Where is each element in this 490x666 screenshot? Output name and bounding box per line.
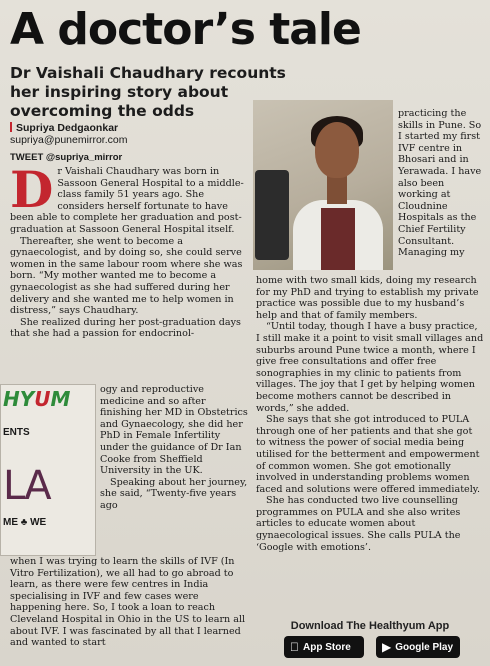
paragraph: She realized during her post-graduation days that she had a passion for endocrinol- [10,316,241,340]
face-shape [315,122,359,178]
paragraph: r Vaishali Chaudhary was born in Sassoon General Hospital to a middle-class family 51 years ago. She considers herself fortunate to have been able to complete her graduation and post-graduation at Sassoon General Hospital itself. [10,166,244,235]
paragraph: home with two small kids, doing my research for my PhD and trying to establish my private practice was possible due to my husband’s help and that of family members. [256,275,479,321]
shirt-shape [321,208,355,270]
paragraph: Speaking about her journey, she said, “Twenty-five years ago [100,476,248,511]
article-column-1-bottom [10,556,250,649]
play-icon: ▶ [382,640,392,654]
paragraph: Thereafter, she went to become a gynaecologist, and by doing so, she could serve women in the same labour room where she was born. “My mother wanted me to become a gynaecologist as she had suffered during her delivery and she wanted me to help women in distress,” says Chaudhary. [10,235,243,317]
article-column-right-top [398,108,486,259]
advertisement [0,384,96,556]
microscope-shape [255,170,289,260]
paragraph: when I was trying to learn the skills of IVF (In Vitro Fertilization), we all had to go abroad to learn, as there were few centres in India specialising in IVF and few cases were happening here. So, I took a loan to reach Cleveland Hospital in Ohio in the US to learn all about IVF. I was fascinated by all that I learned and wanted to start [10,556,246,649]
app-store-label: App Store [294,641,342,653]
ad-pula-logo: LA [3,463,50,509]
paragraph: She says that she got introduced to PULA through one of her patients and that she got to witness the power of social media being utilised for the betterment and empowerment of common women. She got emotionally involved in understanding problems women faced and solutions were offered immediately. [256,414,480,495]
paragraph: practicing the skills in Pune. So I started my first IVF centre in Bhosari and in Yerawada. I have also been working at Cloudnine Hospitals as the Chief Fertility Consultant. Managing my [398,108,482,259]
healthyum-logo: HYUM [3,387,71,411]
byline [10,122,250,146]
article-column-1-continued [100,384,250,512]
author-name: Supriya Dedgaonkar [16,122,119,134]
app-store-badge[interactable] [284,636,364,658]
app-download-banner [256,620,484,664]
subheadline: Dr Vaishali Chaudhary recounts her inspiring story about overcoming the odds [10,64,286,120]
app-download-title: Download The Healthyum App [290,620,450,632]
article-column-2 [256,275,484,553]
portrait-photo [253,100,393,270]
google-play-badge[interactable] [376,636,460,658]
paragraph: ogy and reproductive medicine and so after finishing her MD in Obstetrics and Gynaecology, she did her PhD in Female Infertility under the guidance of Dr Ian Cooke from Sheffield University in the UK. [100,384,248,477]
author-twitter: TWEET @supriya_mirror [10,152,123,163]
paragraph: She has conducted two live counselling programmes on PULA and she also writes articles to educate women about gynaecological issues. She calls PULA the ‘Google with emotions’. [256,495,461,553]
drop-cap: D [10,160,54,219]
ad-tagline: ME ♣ WE [3,517,47,528]
headline: A doctor’s tale [10,4,361,55]
apple-icon [290,640,299,654]
paragraph: “Until today, though I have a busy practice, I still make it a point to visit small villages and suburbs around Pune twice a month, where I give free consultations and offer free sonographies in my clinic to patients from villages. The joy that I get by helping women become mothers cannot be described in words,” she added. [256,321,484,414]
ad-events-text: ENTS [3,427,30,438]
google-play-label: Google Play [395,641,454,653]
article-column-1 [10,160,250,340]
byline-accent-bar [10,122,12,132]
author-email: supriya@punemirror.com [10,134,128,146]
